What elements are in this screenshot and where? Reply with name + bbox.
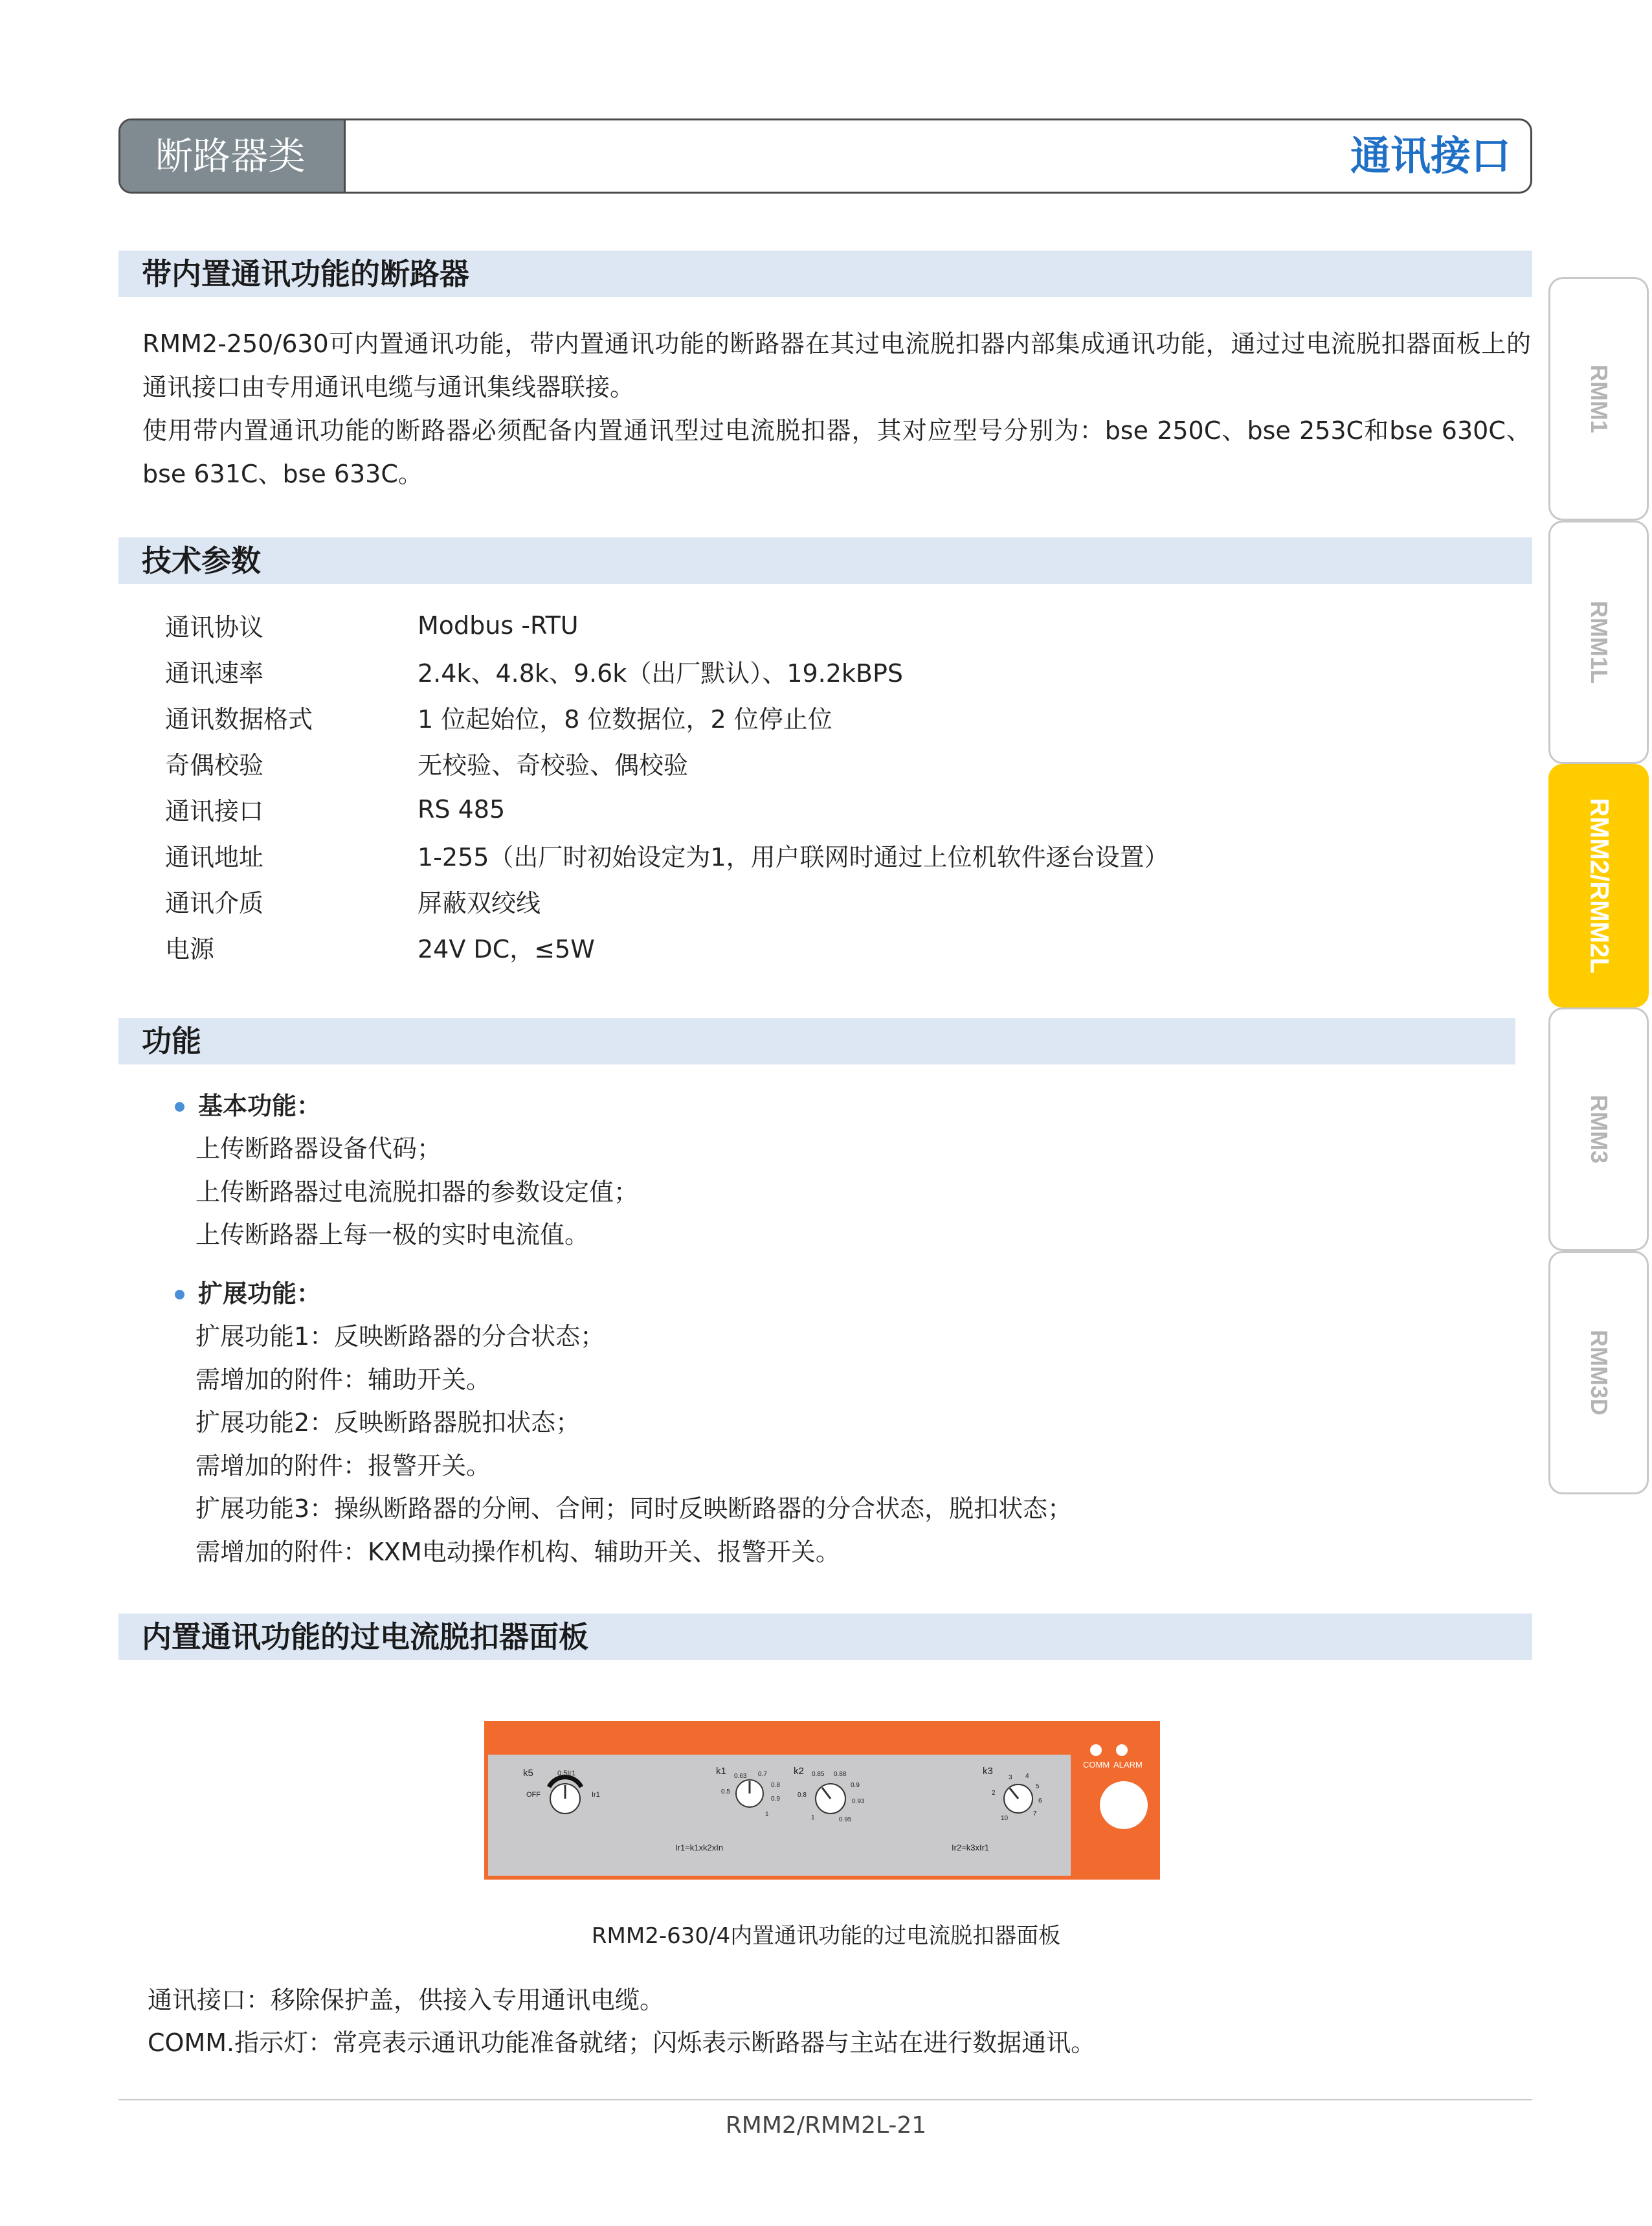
list-item: 需增加的附件：KXM电动操作机构、辅助开关、报警开关。 bbox=[195, 1537, 840, 1566]
tab-label: RMM1 bbox=[1585, 365, 1613, 433]
k3-tick: 10 bbox=[1001, 1815, 1009, 1822]
paragraph-models: 使用带内置通讯功能的断路器必须配备内置通讯型过电流脱扣器，其对应型号分别为：bse 250C、bse 253C和bse 630C、bse 631C、bse 633C。 bbox=[142, 416, 1531, 488]
spec-key: 电源 bbox=[165, 935, 215, 963]
k2-tick: 0.85 bbox=[812, 1771, 825, 1778]
list-item: 需增加的附件：辅助开关。 bbox=[195, 1365, 491, 1394]
section-heading-comm-breaker: 带内置通讯功能的断路器 bbox=[118, 251, 1532, 297]
k3-tick: 4 bbox=[1025, 1773, 1029, 1780]
tab-label: RMM3 bbox=[1585, 1095, 1613, 1164]
table-row bbox=[165, 602, 1524, 648]
k3-tick: 5 bbox=[1036, 1783, 1040, 1790]
comm-port-cover[interactable] bbox=[1100, 1781, 1148, 1829]
spec-key: 通讯数据格式 bbox=[165, 705, 313, 734]
figure-caption: RMM2-630/4内置通讯功能的过电流脱扣器面板 bbox=[591, 1923, 1061, 1949]
spec-key: 奇偶校验 bbox=[165, 751, 264, 780]
k1-tick: 0.8 bbox=[771, 1782, 780, 1789]
panel-notes bbox=[148, 1979, 1095, 2064]
comm-label: COMM bbox=[1083, 1760, 1110, 1770]
tab-label: RMM1L bbox=[1585, 601, 1613, 684]
extended-functions-heading bbox=[170, 1272, 1529, 1315]
list-item: 上传断路器设备代码； bbox=[195, 1134, 442, 1163]
basic-functions-heading bbox=[170, 1085, 1529, 1127]
k1-tick: 1 bbox=[765, 1811, 769, 1818]
category-label: 断路器类 bbox=[120, 120, 346, 192]
list-item: 扩展功能2：反映断路器脱扣状态； bbox=[195, 1408, 581, 1437]
extended-functions bbox=[170, 1272, 1529, 1573]
list-item: 扩展功能1：反映断路器的分合状态； bbox=[195, 1322, 605, 1351]
spec-value: 无校验、奇校验、偶校验 bbox=[418, 751, 689, 780]
bullet-icon bbox=[175, 1290, 184, 1299]
spec-key: 通讯接口 bbox=[165, 797, 264, 826]
k1-tick: 0.9 bbox=[771, 1795, 780, 1803]
tab-rmm3d[interactable] bbox=[1548, 1251, 1649, 1494]
table-row bbox=[165, 924, 1524, 970]
tab-rmm3[interactable] bbox=[1548, 1007, 1649, 1251]
k5-label: k5 bbox=[523, 1768, 533, 1779]
basic-functions-title: 基本功能： bbox=[198, 1092, 322, 1120]
k3-tick: 2 bbox=[992, 1790, 996, 1797]
k5-ir1: Ir1 bbox=[592, 1791, 600, 1799]
topic-title: 通讯接口 bbox=[1350, 132, 1511, 179]
list-item: 需增加的附件：报警开关。 bbox=[195, 1451, 491, 1480]
tab-rmm1l[interactable] bbox=[1548, 521, 1649, 764]
k1-label: k1 bbox=[716, 1766, 726, 1777]
k5-off: OFF bbox=[526, 1791, 541, 1799]
k3-tick: 6 bbox=[1038, 1797, 1042, 1804]
table-row bbox=[165, 648, 1524, 694]
k2-tick: 0.8 bbox=[798, 1792, 807, 1799]
table-row bbox=[165, 786, 1524, 832]
table-row bbox=[165, 740, 1524, 786]
note-comm-led: COMM.指示灯：常亮表示通讯功能准备就绪；闪烁表示断路器与主站在进行数据通讯。 bbox=[148, 2029, 1096, 2057]
tab-rmm1[interactable] bbox=[1548, 277, 1649, 521]
table-row bbox=[165, 878, 1524, 924]
spec-key: 通讯介质 bbox=[165, 889, 264, 917]
top-header bbox=[118, 118, 1532, 194]
spec-value: 24V DC，≤5W bbox=[418, 935, 595, 963]
k2-tick: 0.88 bbox=[834, 1771, 847, 1778]
spec-key: 通讯速率 bbox=[165, 659, 264, 688]
spec-value: Modbus -RTU bbox=[418, 611, 579, 640]
tab-rmm2-rmm2l[interactable] bbox=[1548, 764, 1649, 1007]
k2-tick: 0.93 bbox=[852, 1798, 865, 1805]
spec-key: 通讯协议 bbox=[165, 613, 264, 642]
k5-mid: 0.5Ir1 bbox=[557, 1770, 576, 1777]
spec-value: 屏蔽双绞线 bbox=[418, 889, 541, 917]
formula-ir2: Ir2=k3xIr1 bbox=[952, 1843, 990, 1852]
tab-label: RMM3D bbox=[1585, 1330, 1613, 1415]
k3-tick: 3 bbox=[1009, 1774, 1012, 1781]
comm-led-icon bbox=[1090, 1744, 1102, 1756]
table-row bbox=[165, 694, 1524, 740]
spec-value: 1-255（出厂时初始设定为1，用户联网时通过上位机软件逐台设置） bbox=[418, 843, 1169, 871]
k3-label: k3 bbox=[983, 1766, 993, 1777]
k1-tick: 0.63 bbox=[734, 1773, 747, 1780]
trip-unit-panel-image bbox=[484, 1721, 1160, 1880]
list-item: 扩展功能3：操纵断路器的分闸、合闸；同时反映断路器的分合状态，脱扣状态； bbox=[195, 1494, 1073, 1523]
section-heading-tech-params: 技术参数 bbox=[118, 537, 1532, 584]
k2-tick: 1 bbox=[811, 1814, 815, 1821]
spec-value: RS 485 bbox=[418, 794, 506, 824]
table-row bbox=[165, 832, 1524, 878]
k2-tick: 0.95 bbox=[839, 1816, 852, 1823]
extended-functions-title: 扩展功能： bbox=[198, 1279, 322, 1308]
basic-functions bbox=[170, 1085, 1529, 1257]
alarm-label: ALARM bbox=[1113, 1760, 1143, 1770]
note-comm-port: 通讯接口：移除保护盖，供接入专用通讯电缆。 bbox=[148, 1986, 665, 2014]
section-heading-functions: 功能 bbox=[118, 1018, 1515, 1064]
tab-label: RMM2/RMM2L bbox=[1585, 798, 1613, 974]
bullet-icon bbox=[175, 1102, 184, 1112]
spec-value: 1 位起始位，8 位数据位，2 位停止位 bbox=[418, 705, 832, 734]
formula-ir1: Ir1=k1xk2xIn bbox=[675, 1843, 724, 1852]
page-number: RMM2/RMM2L-21 bbox=[725, 2112, 927, 2139]
list-item: 上传断路器过电流脱扣器的参数设定值； bbox=[195, 1177, 639, 1206]
paragraph-intro: RMM2-250/630可内置通讯功能，带内置通讯功能的断路器在其过电流脱扣器内部集成通讯功能，通过过电流脱扣器面板上的通讯接口由专用通讯电缆与通讯集线器联接。 bbox=[142, 330, 1531, 401]
spec-table bbox=[165, 602, 1524, 970]
k1-tick: 0.7 bbox=[758, 1771, 767, 1778]
k2-label: k2 bbox=[794, 1766, 804, 1777]
k1-tick: 0.5 bbox=[721, 1788, 730, 1795]
k3-tick: 7 bbox=[1033, 1810, 1037, 1817]
section-heading-panel: 内置通讯功能的过电流脱扣器面板 bbox=[118, 1613, 1532, 1660]
footer-divider bbox=[118, 2099, 1532, 2100]
k2-tick: 0.9 bbox=[851, 1782, 860, 1789]
spec-key: 通讯地址 bbox=[165, 843, 264, 871]
alarm-led-icon bbox=[1116, 1744, 1128, 1756]
spec-value: 2.4k、4.8k、9.6k（出厂默认）、19.2kBPS bbox=[418, 659, 904, 688]
panel-drawing bbox=[484, 1721, 1160, 1880]
list-item: 上传断路器上每一极的实时电流值。 bbox=[195, 1220, 590, 1249]
